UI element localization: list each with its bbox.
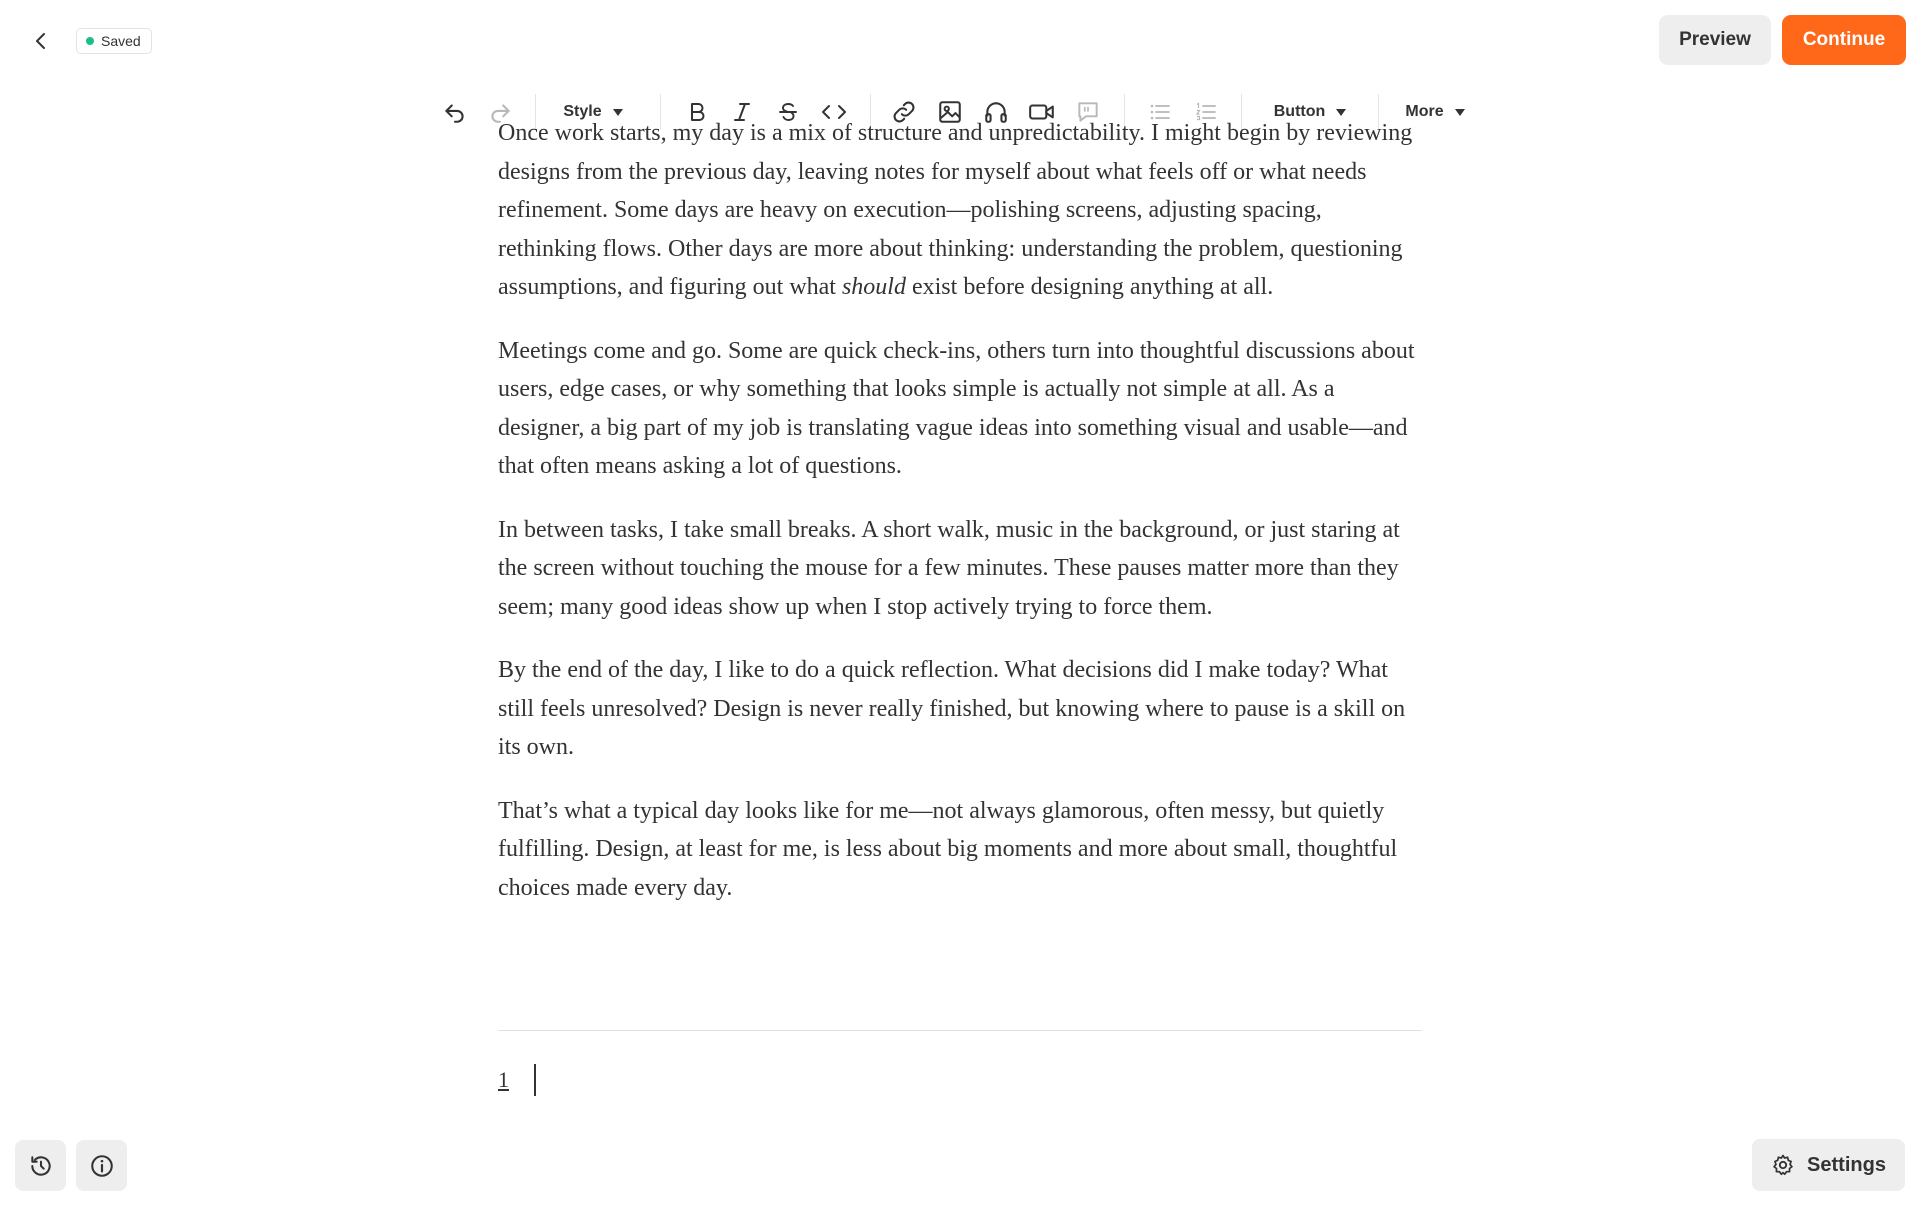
footnote-number[interactable]: 1 [498, 1067, 509, 1092]
back-button[interactable] [26, 26, 56, 56]
settings-button[interactable] [1752, 1139, 1905, 1191]
article-paragraph [498, 114, 1423, 307]
article-paragraph: Meetings come and go. Some are quick check-ins, others turn into thoughtful discussions about users, edge cases, or why something that looks simple is actually not simple at all. As a designer, a big part of my job is translating vague ideas into something visual and usable—and that often means asking a lot of questions. [498, 337, 1415, 479]
gear-icon [1771, 1153, 1795, 1177]
history-button[interactable] [15, 1140, 66, 1191]
chevron-left-icon [31, 31, 51, 51]
paragraph-text: Once work starts, my day is a mix of structure and unpredictability. I might begin by reviewing designs from the previous day, leaving notes for myself about what feels off or what needs refinement. Some days are heavy on execution—polishing screens, adjusting spacing, rethinking flows. Other days are more about thinking: understanding the problem, questioning assumptions, and figuring out what [498, 120, 1413, 300]
button-dropdown-label: Button [1273, 103, 1326, 120]
style-dropdown-label: Style [563, 103, 602, 120]
undo-icon [442, 99, 468, 125]
status-dot-icon [86, 37, 94, 45]
info-icon [89, 1153, 115, 1179]
footnote-entry[interactable] [498, 1062, 536, 1098]
saved-status-label: Saved [101, 33, 141, 49]
post-body-editor[interactable] [498, 120, 1423, 932]
text-cursor [534, 1064, 536, 1096]
article-paragraph: In between tasks, I take small breaks. A short walk, music in the background, or just staring at the screen without touching the mouse for a few minutes. These pauses matter more than they seem; many good ideas show up when I stop actively trying to force them. [498, 516, 1400, 620]
paragraph-text-end: exist before designing anything at all. [905, 274, 1274, 300]
history-icon [28, 1153, 54, 1179]
caret-down-icon [1455, 109, 1465, 116]
more-dropdown-label: More [1405, 103, 1444, 120]
article-paragraph: By the end of the day, I like to do a quick reflection. What decisions did I make today? What still feels unresolved? Design is never really finished, but knowing where to pause is a skill on its own. [498, 657, 1406, 760]
saved-status-badge [76, 28, 152, 54]
undo-button[interactable] [440, 92, 470, 132]
continue-button[interactable]: Continue [1782, 15, 1906, 65]
footnote-divider [498, 1030, 1422, 1031]
preview-button[interactable]: Preview [1659, 15, 1771, 65]
article-paragraph: That’s what a typical day looks like for me—not always glamorous, often messy, but quietly fulfilling. Design, at least for me, is less about big moments and more about small, thoughtful choices made every day. [498, 797, 1398, 901]
settings-label: Settings [1807, 1153, 1886, 1176]
paragraph-emphasis: should [841, 274, 906, 300]
info-button[interactable] [76, 1140, 127, 1191]
